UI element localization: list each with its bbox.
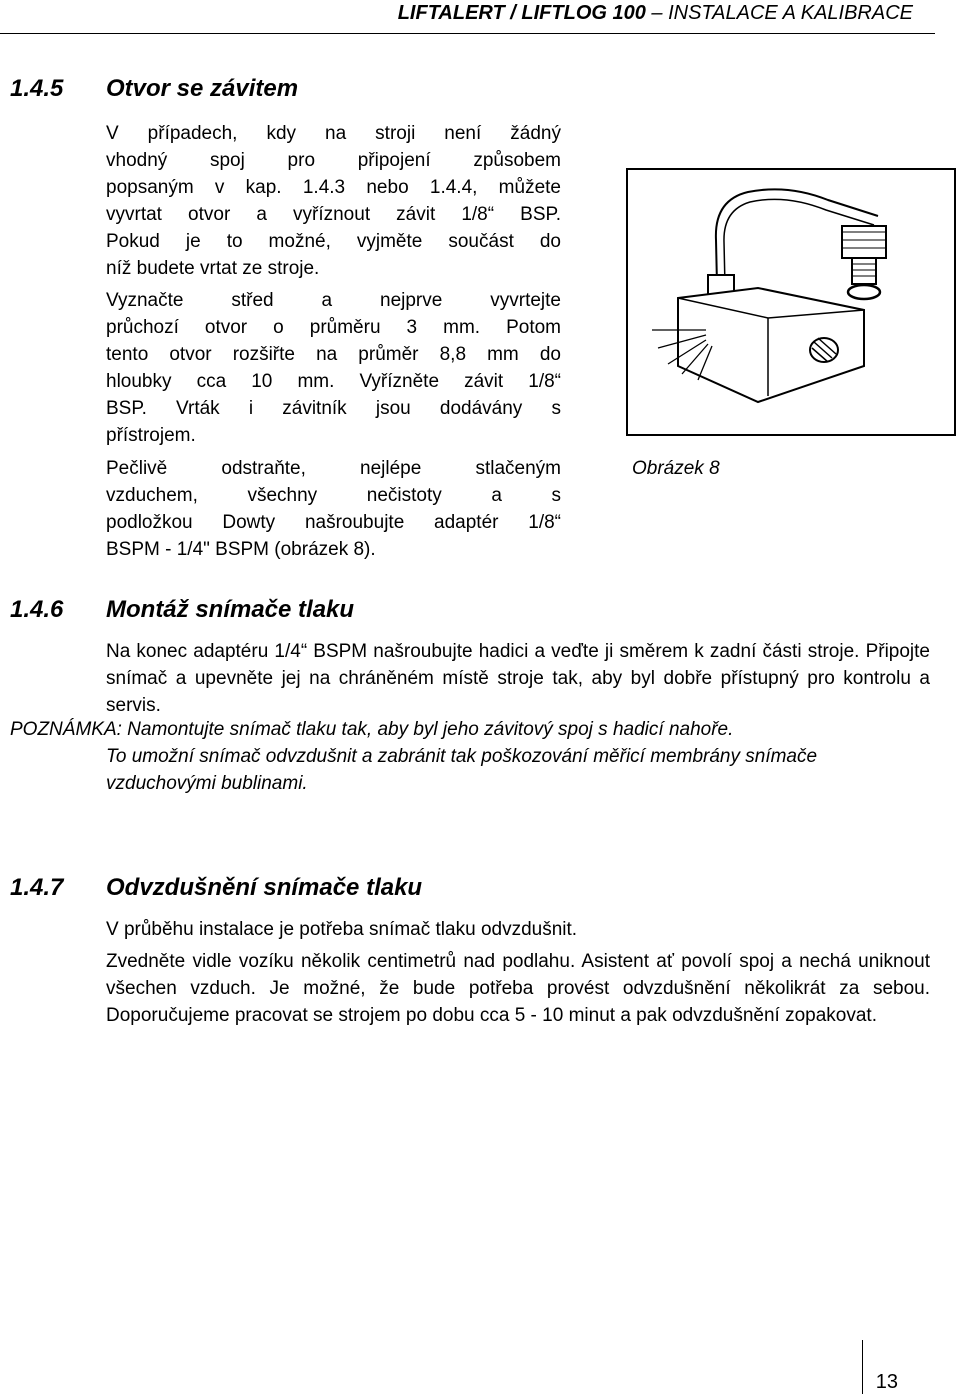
text-line: tento otvor rozšiřte na průměr 8,8 mm do [106, 344, 561, 365]
text-line: podložkou Dowty našroubujte adaptér 1/8“ [106, 512, 561, 533]
section-147-title: Odvzdušnění snímače tlaku [106, 874, 423, 901]
text-line: Vyznačte střed a nejprve vyvrtejte [106, 290, 561, 311]
text-line: vhodný spoj pro připojení způsobem [106, 150, 561, 171]
text-line: BSPM - 1/4" BSPM (obrázek 8). [106, 539, 376, 560]
text-line: přístrojem. [106, 425, 196, 446]
section-146-heading [10, 596, 354, 624]
text-line: V případech, kdy na stroji není žádný [106, 123, 561, 144]
figure-caption: Obrázek 8 [632, 458, 720, 479]
note-line-1: POZNÁMKA: Namontujte snímač tlaku tak, aby byl jeho závitový spoj s hadicí nahoře. [10, 719, 734, 740]
section-147-heading [10, 874, 422, 902]
section-147-paragraph-2: Zvedněte vidle vozíku několik centimetrů nad podlahu. Asistent ať povolí spoj a nechá uniknout všechen vzduch. Je možné, že bude potřeba provést odvzdušnění několikrát za sebou. Doporučujeme pracovat se strojem po dobu cca 5 - 10 minut a pak odvzdušnění zopakovat. [106, 951, 930, 1026]
section-145-heading [10, 75, 298, 103]
text-line: níž budete vrtat ze stroje. [106, 258, 320, 279]
page-header [0, 0, 935, 34]
text-line: BSP. Vrták i závitník jsou dodávány s [106, 398, 561, 419]
text-line: průchozí otvor o průměru 3 mm. Potom [106, 317, 561, 338]
page-number: 13 [875, 1371, 898, 1393]
header-title [398, 2, 913, 25]
section-146-title: Montáž snímače tlaku [106, 596, 355, 623]
text-line: vyvrtat otvor a vyříznout závit 1/8“ BSP. [106, 204, 561, 225]
section-146-number: 1.4.6 [10, 596, 64, 623]
dowty-washer [848, 285, 880, 299]
text-line: popsaným v kap. 1.4.3 nebo 1.4.4, můžete [106, 177, 561, 198]
section-147-number: 1.4.7 [10, 874, 64, 901]
figure-8-frame [626, 168, 956, 436]
section-145-paragraph-3 [106, 455, 561, 563]
note [10, 716, 930, 797]
adapter-thread [852, 258, 876, 284]
section-147-paragraph-1: V průběhu instalace je potřeba snímač tlaku odvzdušnit. [106, 919, 578, 940]
text-line: vzduchem, všechny nečistoty a s [106, 485, 561, 506]
page-number-box [862, 1340, 960, 1394]
adapter-nut [842, 226, 886, 258]
text-line: hloubky cca 10 mm. Vyřízněte závit 1/8“ [106, 371, 561, 392]
section-145-paragraph-2 [106, 287, 561, 449]
section-145-number: 1.4.5 [10, 75, 64, 102]
text-line: Pokud je to možné, vyjměte součást do [106, 231, 561, 252]
header-title-rest: – INSTALACE A KALIBRACE [645, 2, 913, 24]
section-146-paragraph: Na konec adaptéru 1/4“ BSPM našroubujte hadici a veďte ji směrem k zadní části stroje. Připojte snímač a upevněte jej na chráněném místě stroje tak, aby byl dobře přístupný pro kontrolu a servis. [106, 641, 930, 716]
header-title-bold: LIFTALERT / LIFTLOG 100 [397, 2, 646, 24]
section-145-title: Otvor se závitem [106, 75, 299, 102]
text-line: Pečlivě odstraňte, nejlépe stlačeným [106, 458, 561, 479]
note-line-2: To umožní snímač odvzdušnit a zabránit tak poškozování měřicí membrány snímače vzduchovými bublinami. [106, 746, 818, 794]
adapter-illustration [628, 170, 954, 434]
section-145-paragraph-1 [106, 120, 561, 282]
